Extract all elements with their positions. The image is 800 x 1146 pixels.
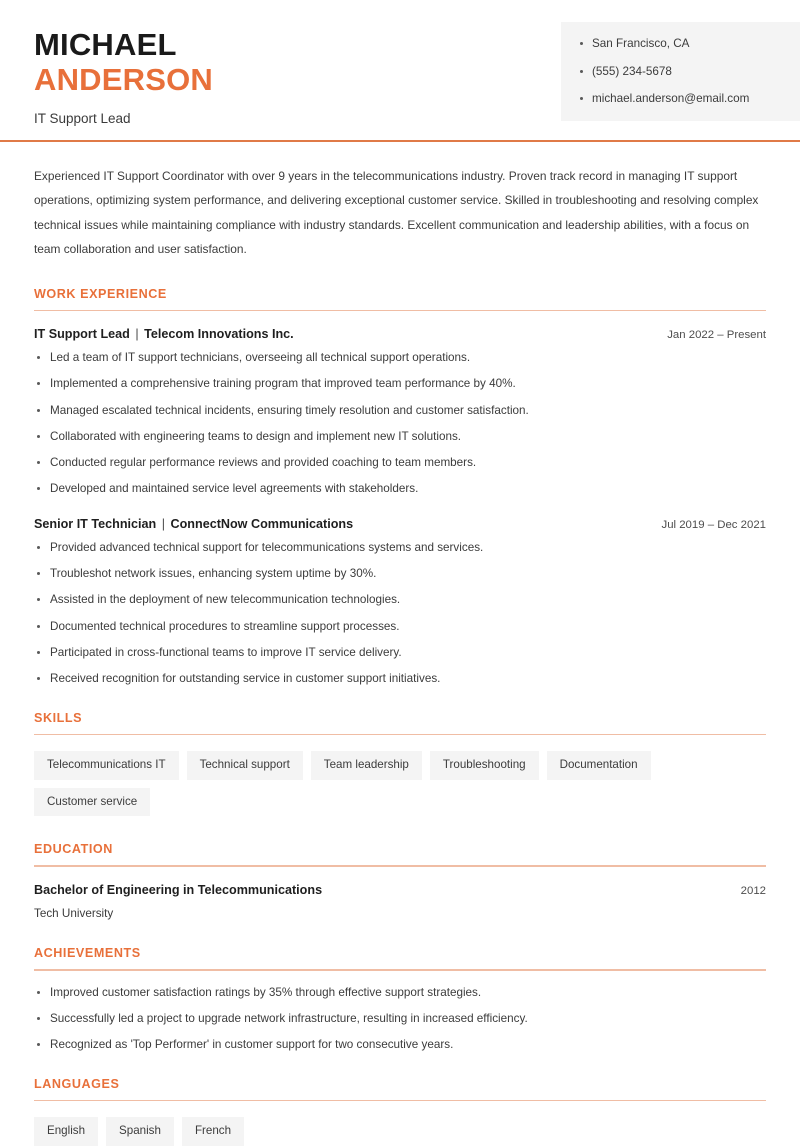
resume-header [0, 0, 800, 126]
section-work-experience [34, 287, 766, 685]
experience-company: ConnectNow Communications [170, 516, 354, 531]
bullet-item: Assisted in the deployment of new telecommunication technologies. [34, 594, 766, 606]
skill-chip: Documentation [547, 751, 651, 780]
languages-chip-list [34, 1117, 766, 1146]
language-chip: Spanish [106, 1117, 174, 1146]
experience-entry [34, 517, 766, 685]
first-name: MICHAEL [34, 27, 177, 62]
contact-panel [561, 22, 800, 121]
language-chip: French [182, 1117, 244, 1146]
resume-content [0, 164, 800, 1145]
section-divider [34, 310, 766, 312]
name-last-line [34, 63, 213, 98]
experience-bullets [34, 352, 766, 495]
skills-chip-list [34, 751, 766, 816]
experience-title [34, 327, 294, 341]
bullet-item: Documented technical procedures to streamline support processes. [34, 621, 766, 633]
language-chip: English [34, 1117, 98, 1146]
section-languages [34, 1077, 766, 1146]
experience-title [34, 517, 353, 531]
name-first-line [34, 28, 213, 63]
section-title-skills: SKILLS [34, 710, 83, 725]
bullet-item: Received recognition for outstanding service in customer support initiatives. [34, 673, 766, 685]
experience-role: Senior IT Technician [34, 516, 157, 531]
experience-entry [34, 327, 766, 495]
section-title-education: EDUCATION [34, 842, 113, 857]
section-divider [34, 1100, 766, 1102]
section-divider [34, 969, 766, 971]
professional-summary: Experienced IT Support Coordinator with over 9 years in the telecommunications industry. Proven track record in managing IT support operations, optimizing system performance, and delivering exceptional customer service. Skilled in troubleshooting and resolving complex technical issues while maintaining compliance with industry standards. Excellent communication and leadership abilities, with a focus on team collaboration and user satisfaction. [34, 169, 759, 256]
contact-phone: (555) 234-5678 [579, 66, 786, 78]
experience-entry-header [34, 327, 766, 341]
bullet-item: Provided advanced technical support for telecommunications systems and services. [34, 542, 766, 554]
job-title: IT Support Lead [34, 111, 131, 127]
last-name: ANDERSON [34, 61, 214, 97]
education-school: Tech University [34, 907, 114, 921]
bullet-item: Collaborated with engineering teams to design and implement new IT solutions. [34, 431, 766, 443]
contact-email: michael.anderson@email.com [579, 93, 786, 105]
education-entry [34, 883, 766, 920]
identity-block [0, 22, 213, 126]
section-title-work-experience: WORK EXPERIENCE [34, 286, 167, 301]
header-divider [0, 140, 800, 142]
experience-date: Jan 2022 – Present [667, 329, 766, 342]
bullet-item: Improved customer satisfaction ratings by 35% through effective support strategies. [34, 987, 766, 999]
skill-chip: Telecommunications IT [34, 751, 179, 780]
section-achievements [34, 946, 766, 1051]
achievements-bullets [34, 987, 766, 1051]
bullet-item: Implemented a comprehensive training program that improved team performance by 40%. [34, 378, 766, 390]
education-year: 2012 [740, 885, 766, 898]
section-skills [34, 711, 766, 817]
skill-chip: Technical support [187, 751, 303, 780]
bullet-item: Successfully led a project to upgrade network infrastructure, resulting in increased efficiency. [34, 1013, 766, 1025]
contact-location: San Francisco, CA [579, 38, 786, 50]
experience-bullets [34, 542, 766, 685]
section-divider [34, 865, 766, 867]
experience-date: Jul 2019 – Dec 2021 [661, 518, 766, 531]
contact-list [579, 38, 786, 105]
experience-company: Telecom Innovations Inc. [144, 327, 294, 342]
experience-entry-header [34, 517, 766, 531]
skill-chip: Troubleshooting [430, 751, 539, 780]
bullet-item: Led a team of IT support technicians, overseeing all technical support operations. [34, 352, 766, 364]
section-title-languages: LANGUAGES [34, 1076, 120, 1091]
bullet-item: Recognized as 'Top Performer' in customer support for two consecutive years. [34, 1039, 766, 1051]
skill-chip: Team leadership [311, 751, 422, 780]
skill-chip: Customer service [34, 788, 150, 817]
title-separator: | [161, 516, 166, 531]
bullet-item: Developed and maintained service level agreements with stakeholders. [34, 483, 766, 495]
bullet-item: Managed escalated technical incidents, ensuring timely resolution and customer satisfaction. [34, 405, 766, 417]
bullet-item: Troubleshot network issues, enhancing system uptime by 30%. [34, 568, 766, 580]
experience-role: IT Support Lead [34, 327, 130, 342]
education-entry-header [34, 883, 766, 897]
section-education [34, 842, 766, 920]
title-separator: | [135, 327, 139, 342]
bullet-item: Participated in cross-functional teams to improve IT service delivery. [34, 647, 766, 659]
section-divider [34, 734, 766, 736]
education-degree: Bachelor of Engineering in Telecommunications [34, 883, 323, 898]
bullet-item: Conducted regular performance reviews and provided coaching to team members. [34, 457, 766, 469]
section-title-achievements: ACHIEVEMENTS [34, 946, 141, 961]
